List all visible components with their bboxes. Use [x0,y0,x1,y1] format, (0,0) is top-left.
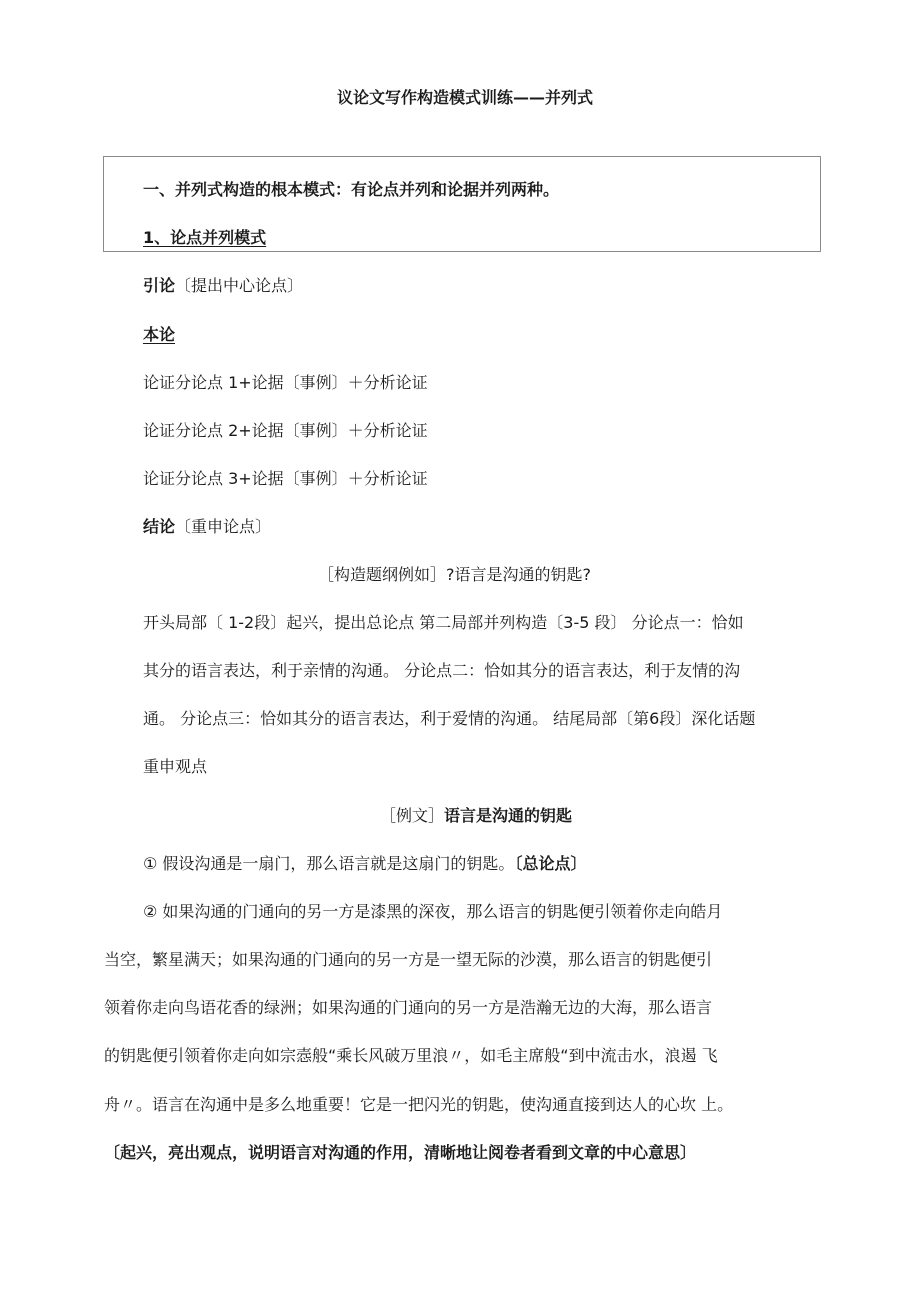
outline-intro [143,276,303,296]
essay-paragraph-2-line: 领着你走向鸟语花香的绿洲；如果沟通的门通向的另一方是浩瀚无边的大海，那么语言 [104,998,713,1017]
outline-point: 论证分论点 3+论据〔事例〕＋分析论证 [143,469,428,488]
paragraph-1-note: 〔总论点〕 [514,854,587,873]
section-heading: 一、并列式构造的根本模式：有论点并列和论据并列两种。 [143,180,560,199]
essay-paragraph-1 [143,854,586,874]
paragraph-1-text: ① 假设沟通是一扇门，那么语言就是这扇门的钥匙。 [143,854,515,873]
conclusion-note: 〔重申论点〕 [175,517,272,536]
essay-heading [380,806,572,826]
example-outline-line: 重申观点 [143,757,208,776]
essay-paragraph-2-note: 〔起兴，亮出观点，说明语言对沟通的作用，清晰地让阅卷者看到文章的中心意思〕 [104,1143,697,1162]
section-subheading: 1、论点并列模式 [143,228,267,247]
example-outline-heading: ［构造题纲例如］?语言是沟通的钥匙? [318,565,591,584]
intro-label: 引论 [143,276,176,295]
outline-conclusion [143,517,271,537]
essay-heading-prefix: ［例文］ [380,806,445,825]
outline-point: 论证分论点 2+论据〔事例〕＋分析论证 [143,421,428,440]
example-outline-line: 通。 分论点三：恰如其分的语言表达，利于爱情的沟通。 结尾局部〔第6段〕深化话题 [143,709,756,728]
essay-paragraph-2-line: 的钥匙便引领着你走向如宗悫般“乘长风破万里浪〃，如毛主席般“到中流击水，浪遏 飞 [104,1046,718,1065]
intro-note: 〔提出中心论点〕 [175,276,304,295]
essay-paragraph-2-line: 当空，繁星满天；如果沟通的门通向的另一方是一望无际的沙漠，那么语言的钥匙便引 [104,950,713,969]
conclusion-label: 结论 [143,517,176,536]
essay-paragraph-2-line: 舟〃。语言在沟通中是多么地重要！它是一把闪光的钥匙，使沟通直接到达人的心坎 上。 [104,1095,734,1114]
example-outline-line: 开头局部〔 1-2段〕起兴，提出总论点 第二局部并列构造〔3-5 段〕 分论点一：恰如 [143,613,744,632]
essay-paragraph-2-line: ② 如果沟通的门通向的另一方是漆黑的深夜，那么语言的钥匙便引领着你走向皓月 [143,902,723,921]
essay-heading-title: 语言是沟通的钥匙 [444,806,573,825]
document-title: 议论文写作构造模式训练——并列式 [336,88,593,107]
outline-body-label: 本论 [143,325,176,344]
outline-point: 论证分论点 1+论据〔事例〕＋分析论证 [143,373,428,392]
example-outline-line: 其分的语言表达，利于亲情的沟通。 分论点二：恰如其分的语言表达，利于友情的沟 [143,661,741,680]
